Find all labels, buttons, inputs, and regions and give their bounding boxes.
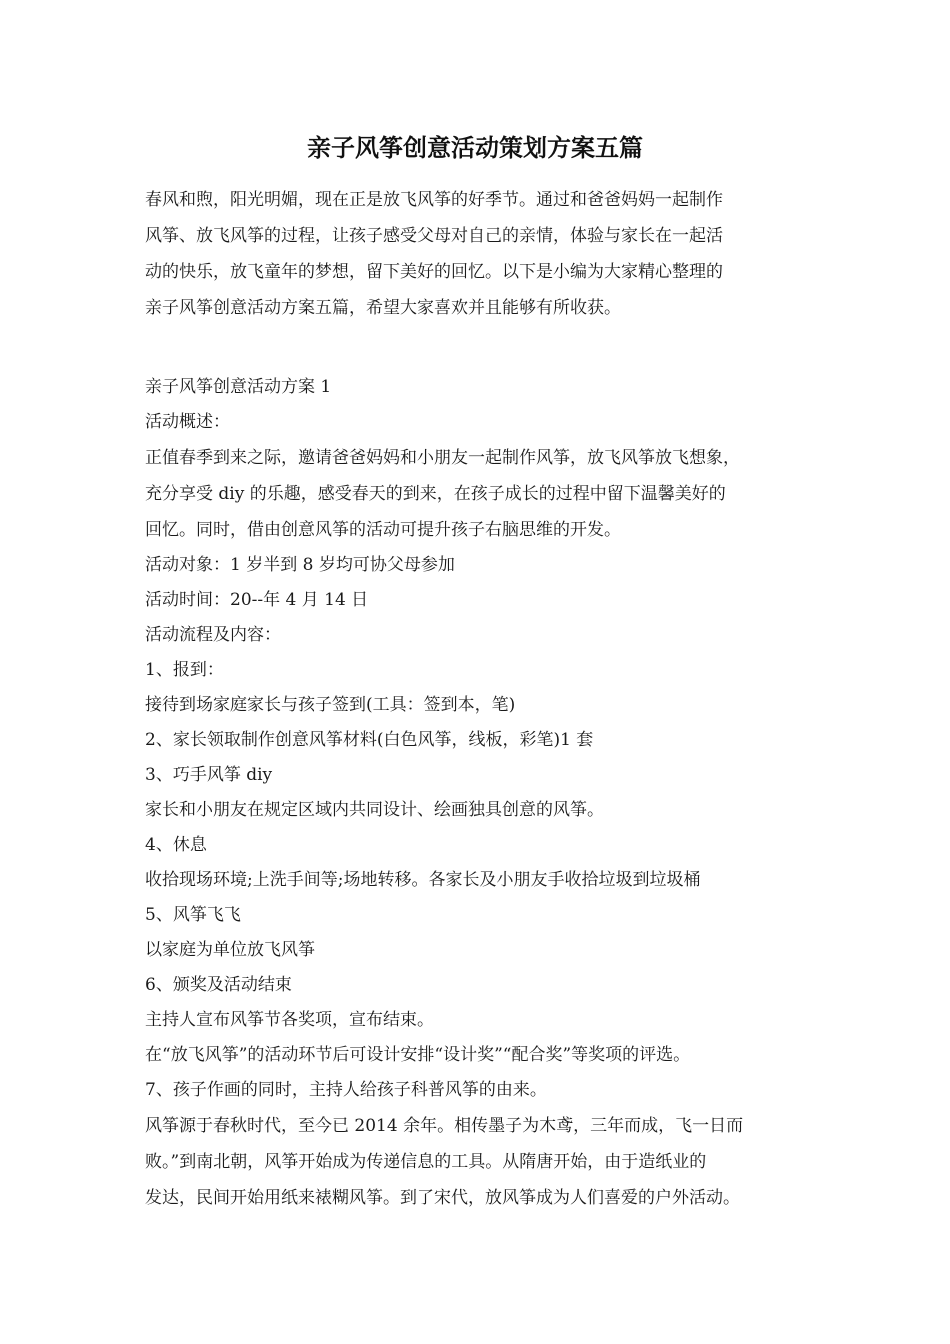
step-detail: 家长和小朋友在规定区域内共同设计、绘画独具创意的风筝。 bbox=[145, 800, 604, 820]
step-detail: 在“放飞风筝”的活动环节后可设计安排“设计奖”“配合奖”等奖项的评选。 bbox=[145, 1045, 691, 1065]
step-detail: 以家庭为单位放飞风筝 bbox=[145, 940, 315, 960]
intro-line: 亲子风筝创意活动方案五篇，希望大家喜欢并且能够有所收获。 bbox=[145, 298, 621, 318]
intro-line: 春风和煦，阳光明媚，现在正是放飞风筝的好季节。通过和爸爸妈妈一起制作 bbox=[145, 190, 723, 210]
overview-line: 回忆。同时，借由创意风筝的活动可提升孩子右脑思维的开发。 bbox=[145, 520, 621, 540]
step-detail: 收拾现场环境;上洗手间等;场地转移。各家长及小朋友手收拾垃圾到垃圾桶 bbox=[145, 870, 701, 890]
step-detail: 接待到场家庭家长与孩子签到(工具：签到本，笔) bbox=[145, 695, 516, 715]
intro-line: 动的快乐，放飞童年的梦想，留下美好的回忆。以下是小编为大家精心整理的 bbox=[145, 262, 723, 282]
intro-paragraph bbox=[145, 182, 835, 326]
section-heading: 亲子风筝创意活动方案 1 bbox=[145, 377, 332, 397]
document-body bbox=[145, 182, 835, 1216]
activity-time: 活动时间：20--年 4 月 14 日 bbox=[145, 590, 369, 610]
overview-paragraph bbox=[145, 440, 835, 548]
history-line: 发达，民间开始用纸来裱糊风筝。到了宋代，放风筝成为人们喜爱的户外活动。 bbox=[145, 1188, 740, 1208]
overview-line: 充分享受 diy 的乐趣，感受春天的到来，在孩子成长的过程中留下温馨美好的 bbox=[145, 484, 726, 504]
step-heading: 2、家长领取制作创意风筝材料(白色风筝，线板，彩笔)1 套 bbox=[145, 730, 594, 750]
document-title: 亲子风筝创意活动策划方案五篇 bbox=[307, 133, 643, 162]
step-detail: 主持人宣布风筝节各奖项，宣布结束。 bbox=[145, 1010, 434, 1030]
history-line: 风筝源于春秋时代，至今已 2014 余年。相传墨子为木鸢，三年而成，飞一日而 bbox=[145, 1116, 744, 1136]
step-heading: 1、报到： bbox=[145, 660, 224, 680]
step-heading: 4、休息 bbox=[145, 835, 207, 855]
activity-lines bbox=[145, 548, 835, 1108]
step-heading: 6、颁奖及活动结束 bbox=[145, 975, 292, 995]
overview-line: 正值春季到来之际，邀请爸爸妈妈和小朋友一起制作风筝，放飞风筝放飞想象， bbox=[145, 448, 740, 468]
activity-target: 活动对象：1 岁半到 8 岁均可协父母参加 bbox=[145, 555, 455, 575]
step-heading: 5、风筝飞飞 bbox=[145, 905, 241, 925]
paragraph-gap bbox=[145, 326, 835, 370]
overview-label: 活动概述： bbox=[145, 412, 230, 432]
history-paragraph bbox=[145, 1108, 835, 1216]
step-heading: 3、巧手风筝 diy bbox=[145, 765, 273, 785]
history-line: 败。”到南北朝，风筝开始成为传递信息的工具。从隋唐开始，由于造纸业的 bbox=[145, 1152, 707, 1172]
step-heading: 7、孩子作画的同时，主持人给孩子科普风筝的由来。 bbox=[145, 1080, 547, 1100]
intro-line: 风筝、放飞风筝的过程，让孩子感受父母对自己的亲情，体验与家长在一起活 bbox=[145, 226, 723, 246]
activity-process-label: 活动流程及内容： bbox=[145, 625, 281, 645]
